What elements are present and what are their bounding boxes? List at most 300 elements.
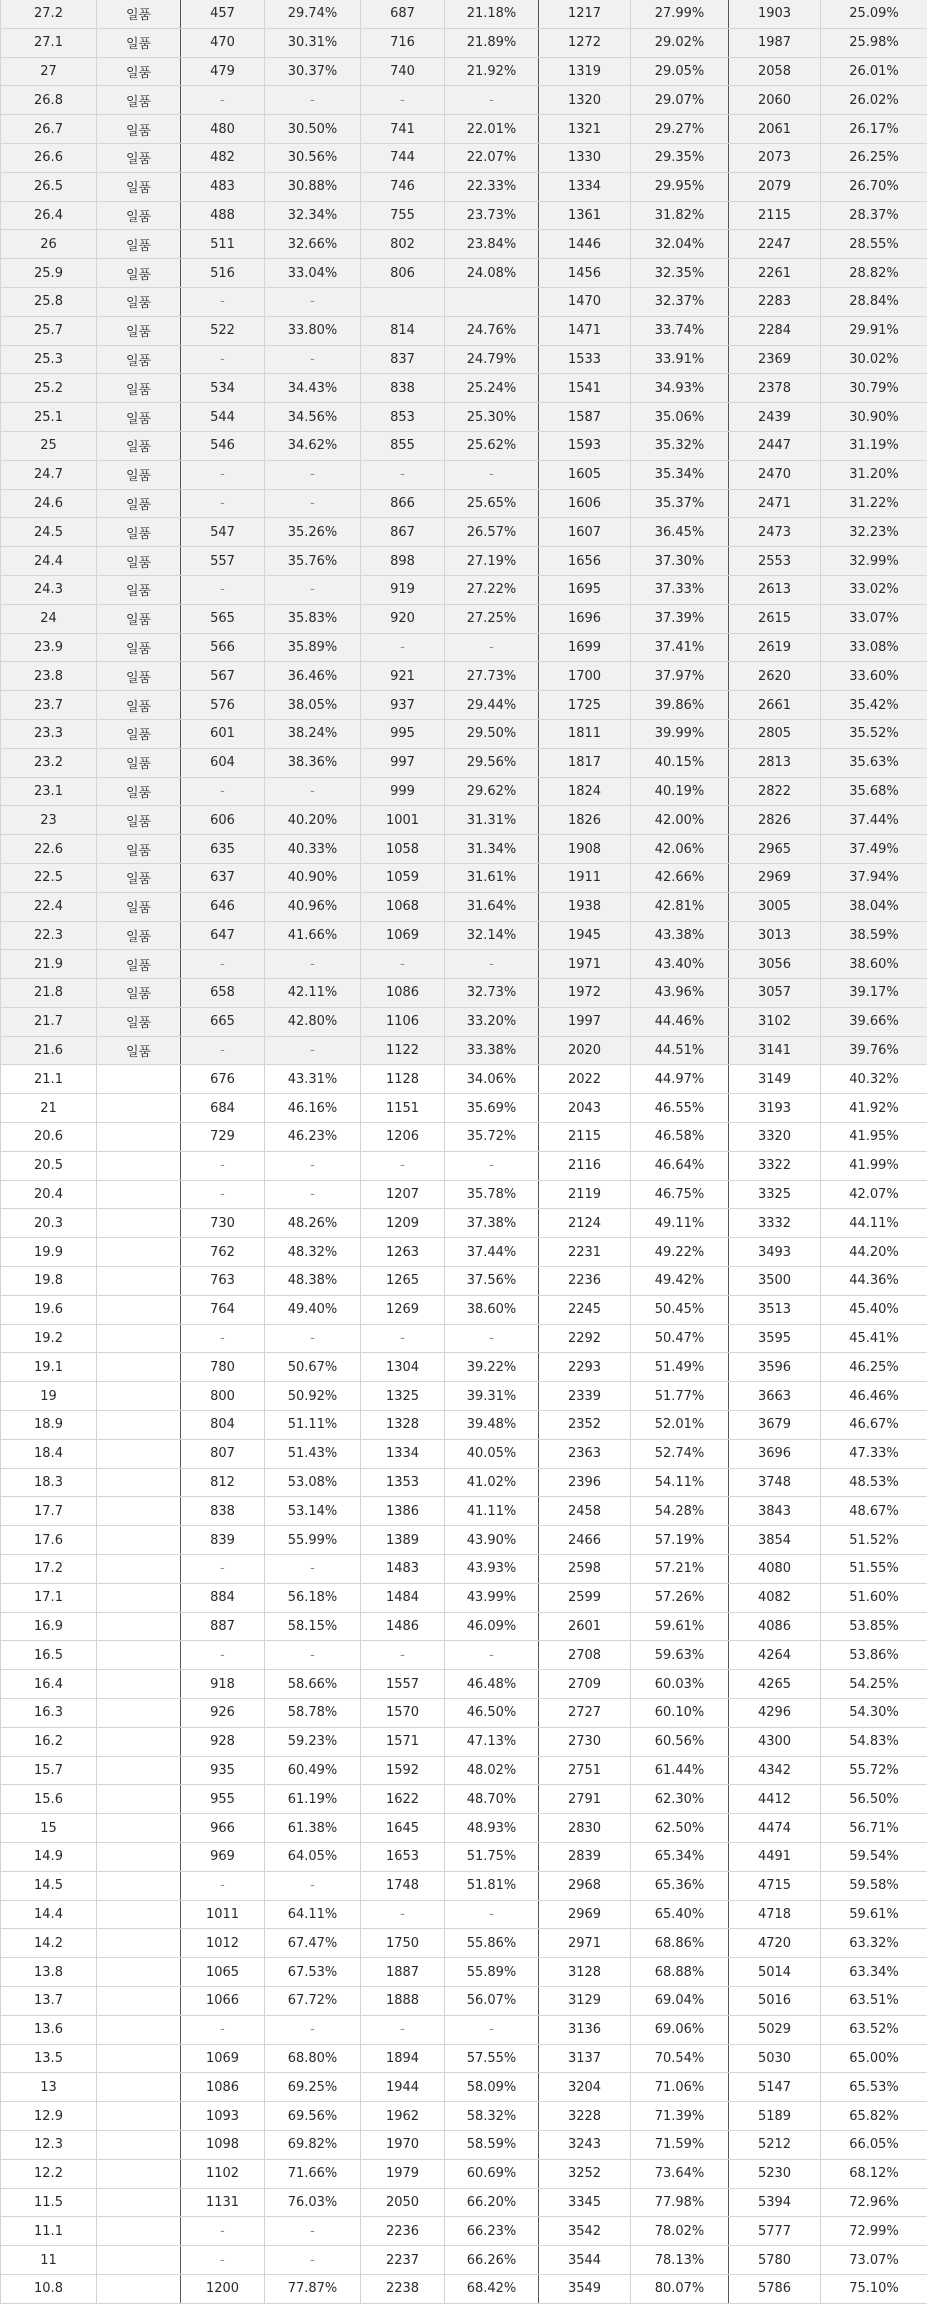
grade-cell: 일품 (97, 374, 181, 403)
count-c-cell: 2730 (539, 1727, 631, 1756)
ratio-c-cell: 71.59% (631, 2130, 729, 2159)
ratio-a-cell: - (265, 489, 361, 518)
ratio-a-cell: - (265, 2217, 361, 2246)
table-row (1, 1785, 927, 1814)
ratio-c-cell: 65.36% (631, 1871, 729, 1900)
count-c-cell: 1700 (539, 662, 631, 691)
ratio-b-cell: 39.31% (445, 1382, 539, 1411)
count-a-cell: 565 (181, 604, 265, 633)
count-c-cell: 2119 (539, 1180, 631, 1209)
count-a-cell: 511 (181, 230, 265, 259)
ratio-c-cell: 34.93% (631, 374, 729, 403)
count-a-cell: 807 (181, 1439, 265, 1468)
grade-cell: 일품 (97, 719, 181, 748)
count-c-cell: 2293 (539, 1353, 631, 1382)
table-row (1, 1871, 927, 1900)
ratio-b-cell: 33.38% (445, 1036, 539, 1065)
count-b-cell: 1894 (361, 2044, 445, 2073)
table-row (1, 489, 927, 518)
count-a-cell: - (181, 1036, 265, 1065)
ratio-a-cell: 51.43% (265, 1439, 361, 1468)
score-cell: 24.7 (1, 460, 97, 489)
table-row (1, 460, 927, 489)
ratio-b-cell: 57.55% (445, 2044, 539, 2073)
count-d-cell: 4342 (729, 1756, 821, 1785)
count-d-cell: 2615 (729, 604, 821, 633)
ratio-a-cell: 53.08% (265, 1468, 361, 1497)
count-d-cell: 4718 (729, 1900, 821, 1929)
grade-cell: 일품 (97, 575, 181, 604)
score-cell: 17.2 (1, 1555, 97, 1584)
score-cell: 15 (1, 1814, 97, 1843)
table-row (1, 604, 927, 633)
table-row (1, 1583, 927, 1612)
ratio-b-cell: 22.07% (445, 143, 539, 172)
score-cell: 12.3 (1, 2130, 97, 2159)
count-b-cell: 1389 (361, 1526, 445, 1555)
ratio-b-cell: - (445, 1900, 539, 1929)
ratio-a-cell: 40.20% (265, 806, 361, 835)
count-d-cell: 3320 (729, 1123, 821, 1152)
ratio-b-cell: 32.73% (445, 979, 539, 1008)
count-c-cell: 1605 (539, 460, 631, 489)
count-a-cell: 566 (181, 633, 265, 662)
count-b-cell: 1106 (361, 1007, 445, 1036)
grade-cell: 일품 (97, 748, 181, 777)
count-a-cell: 1102 (181, 2159, 265, 2188)
ratio-d-cell: 28.82% (821, 259, 927, 288)
table-row (1, 2159, 927, 2188)
ratio-d-cell: 65.53% (821, 2073, 927, 2102)
count-c-cell: 3345 (539, 2188, 631, 2217)
table-row (1, 1814, 927, 1843)
ratio-d-cell: 35.42% (821, 691, 927, 720)
score-cell: 21.8 (1, 979, 97, 1008)
ratio-c-cell: 59.61% (631, 1612, 729, 1641)
grade-cell (97, 1411, 181, 1440)
ratio-a-cell: 35.83% (265, 604, 361, 633)
ratio-a-cell: 30.37% (265, 57, 361, 86)
ratio-a-cell: 35.76% (265, 547, 361, 576)
count-d-cell: 3493 (729, 1238, 821, 1267)
table-row (1, 1209, 927, 1238)
table-row (1, 143, 927, 172)
count-b-cell: 1653 (361, 1843, 445, 1872)
ratio-a-cell: 35.89% (265, 633, 361, 662)
count-c-cell: 2231 (539, 1238, 631, 1267)
count-d-cell: 5147 (729, 2073, 821, 2102)
table-row (1, 1094, 927, 1123)
count-b-cell: 740 (361, 57, 445, 86)
count-a-cell: 884 (181, 1583, 265, 1612)
count-c-cell: 1319 (539, 57, 631, 86)
ratio-d-cell: 33.02% (821, 575, 927, 604)
score-cell: 22.4 (1, 892, 97, 921)
table-row (1, 57, 927, 86)
count-c-cell: 1695 (539, 575, 631, 604)
count-b-cell: 1483 (361, 1555, 445, 1584)
ratio-d-cell: 31.20% (821, 460, 927, 489)
count-d-cell: 3679 (729, 1411, 821, 1440)
table-row (1, 403, 927, 432)
count-d-cell: 2079 (729, 172, 821, 201)
ratio-c-cell: 32.35% (631, 259, 729, 288)
ratio-c-cell: 46.55% (631, 1094, 729, 1123)
ratio-a-cell: 29.74% (265, 0, 361, 28)
ratio-b-cell: 25.24% (445, 374, 539, 403)
ratio-c-cell: 32.04% (631, 230, 729, 259)
count-d-cell: 3843 (729, 1497, 821, 1526)
count-a-cell: 488 (181, 201, 265, 230)
ratio-b-cell: 37.44% (445, 1238, 539, 1267)
count-b-cell: 1888 (361, 1986, 445, 2015)
score-cell: 22.3 (1, 921, 97, 950)
table-row (1, 1756, 927, 1785)
ratio-c-cell: 33.74% (631, 316, 729, 345)
grade-cell: 일품 (97, 1036, 181, 1065)
count-c-cell: 1607 (539, 518, 631, 547)
ratio-b-cell: - (445, 1151, 539, 1180)
table-row (1, 1900, 927, 1929)
grade-cell (97, 1727, 181, 1756)
table-row (1, 835, 927, 864)
count-d-cell: 3056 (729, 950, 821, 979)
score-cell: 22.5 (1, 863, 97, 892)
ratio-d-cell: 29.91% (821, 316, 927, 345)
count-b-cell: 1128 (361, 1065, 445, 1094)
ratio-d-cell: 33.07% (821, 604, 927, 633)
score-cell: 19.8 (1, 1267, 97, 1296)
ratio-d-cell: 63.34% (821, 1958, 927, 1987)
ratio-d-cell: 44.20% (821, 1238, 927, 1267)
ratio-d-cell: 38.59% (821, 921, 927, 950)
table-row (1, 575, 927, 604)
grade-cell (97, 2274, 181, 2303)
count-a-cell: 764 (181, 1295, 265, 1324)
ratio-c-cell: 37.30% (631, 547, 729, 576)
ratio-b-cell: 29.56% (445, 748, 539, 777)
count-d-cell: 2813 (729, 748, 821, 777)
score-cell: 23.8 (1, 662, 97, 691)
ratio-b-cell: 22.01% (445, 115, 539, 144)
grade-cell: 일품 (97, 403, 181, 432)
ratio-b-cell: 48.70% (445, 1785, 539, 1814)
count-d-cell: 2969 (729, 863, 821, 892)
count-d-cell: 3748 (729, 1468, 821, 1497)
ratio-c-cell: 54.28% (631, 1497, 729, 1526)
ratio-c-cell: 71.06% (631, 2073, 729, 2102)
ratio-c-cell: 46.64% (631, 1151, 729, 1180)
score-cell: 27.1 (1, 28, 97, 57)
count-a-cell: - (181, 950, 265, 979)
count-b-cell: 866 (361, 489, 445, 518)
table-row (1, 2073, 927, 2102)
count-a-cell: 763 (181, 1267, 265, 1296)
count-c-cell: 1471 (539, 316, 631, 345)
table-row (1, 431, 927, 460)
ratio-a-cell: - (265, 1641, 361, 1670)
ratio-d-cell: 26.70% (821, 172, 927, 201)
ratio-a-cell: - (265, 777, 361, 806)
ratio-d-cell: 63.32% (821, 1929, 927, 1958)
count-d-cell: 3595 (729, 1324, 821, 1353)
grade-cell (97, 1151, 181, 1180)
grade-cell (97, 1324, 181, 1353)
count-c-cell: 2245 (539, 1295, 631, 1324)
table-row (1, 259, 927, 288)
ratio-a-cell: 69.56% (265, 2102, 361, 2131)
ratio-b-cell: 35.78% (445, 1180, 539, 1209)
count-a-cell: - (181, 1324, 265, 1353)
ratio-d-cell: 51.52% (821, 1526, 927, 1555)
count-b-cell: 867 (361, 518, 445, 547)
table-row (1, 115, 927, 144)
count-a-cell: 804 (181, 1411, 265, 1440)
count-c-cell: 3243 (539, 2130, 631, 2159)
ratio-b-cell: - (445, 1324, 539, 1353)
score-cell: 25 (1, 431, 97, 460)
ratio-a-cell: 50.67% (265, 1353, 361, 1382)
ratio-c-cell: 37.41% (631, 633, 729, 662)
count-b-cell: 1328 (361, 1411, 445, 1440)
count-d-cell: 2261 (729, 259, 821, 288)
count-b-cell: 1069 (361, 921, 445, 950)
score-cell: 26.8 (1, 86, 97, 115)
table-row (1, 950, 927, 979)
ratio-a-cell: 68.80% (265, 2044, 361, 2073)
table-row (1, 777, 927, 806)
ratio-d-cell: 32.99% (821, 547, 927, 576)
ratio-c-cell: 59.63% (631, 1641, 729, 1670)
count-a-cell: 730 (181, 1209, 265, 1238)
count-b-cell: 744 (361, 143, 445, 172)
count-d-cell: 2473 (729, 518, 821, 547)
count-a-cell: 1200 (181, 2274, 265, 2303)
count-c-cell: 1587 (539, 403, 631, 432)
count-d-cell: 3696 (729, 1439, 821, 1468)
ratio-a-cell: - (265, 575, 361, 604)
count-d-cell: 4474 (729, 1814, 821, 1843)
ratio-a-cell: 30.56% (265, 143, 361, 172)
table-row (1, 1958, 927, 1987)
table-row (1, 979, 927, 1008)
ratio-d-cell: 30.79% (821, 374, 927, 403)
count-b-cell: 1086 (361, 979, 445, 1008)
grade-cell (97, 1526, 181, 1555)
table-row (1, 1439, 927, 1468)
count-d-cell: 3513 (729, 1295, 821, 1324)
ratio-a-cell: 35.26% (265, 518, 361, 547)
ratio-d-cell: 33.08% (821, 633, 927, 662)
count-d-cell: 2115 (729, 201, 821, 230)
count-b-cell: 716 (361, 28, 445, 57)
ratio-d-cell: 38.04% (821, 892, 927, 921)
score-cell: 27.2 (1, 0, 97, 28)
ratio-a-cell: 33.04% (265, 259, 361, 288)
grade-cell: 일품 (97, 806, 181, 835)
count-a-cell: - (181, 2217, 265, 2246)
count-b-cell (361, 287, 445, 316)
count-a-cell: 576 (181, 691, 265, 720)
count-a-cell: - (181, 287, 265, 316)
table-row (1, 1641, 927, 1670)
ratio-d-cell: 31.22% (821, 489, 927, 518)
ratio-d-cell: 54.25% (821, 1670, 927, 1699)
ratio-b-cell: - (445, 1641, 539, 1670)
grade-cell: 일품 (97, 0, 181, 28)
ratio-c-cell: 35.34% (631, 460, 729, 489)
table-row (1, 1065, 927, 1094)
count-c-cell: 1824 (539, 777, 631, 806)
count-d-cell: 3322 (729, 1151, 821, 1180)
ratio-c-cell: 35.06% (631, 403, 729, 432)
grade-cell (97, 2015, 181, 2044)
table-row (1, 1151, 927, 1180)
count-d-cell: 4491 (729, 1843, 821, 1872)
grade-cell (97, 2246, 181, 2275)
ratio-b-cell: 48.93% (445, 1814, 539, 1843)
ratio-b-cell: 66.23% (445, 2217, 539, 2246)
grade-cell: 일품 (97, 1007, 181, 1036)
table-row (1, 287, 927, 316)
count-c-cell: 2598 (539, 1555, 631, 1584)
ratio-c-cell: 31.82% (631, 201, 729, 230)
ratio-d-cell: 41.95% (821, 1123, 927, 1152)
grade-cell (97, 2044, 181, 2073)
count-a-cell: 729 (181, 1123, 265, 1152)
count-c-cell: 1945 (539, 921, 631, 950)
ratio-d-cell: 46.25% (821, 1353, 927, 1382)
count-d-cell: 2553 (729, 547, 821, 576)
count-c-cell: 2022 (539, 1065, 631, 1094)
count-b-cell: 997 (361, 748, 445, 777)
count-a-cell: 482 (181, 143, 265, 172)
count-a-cell: 969 (181, 1843, 265, 1872)
grade-cell (97, 1209, 181, 1238)
score-cell: 24.3 (1, 575, 97, 604)
count-a-cell: 606 (181, 806, 265, 835)
ratio-d-cell: 28.37% (821, 201, 927, 230)
ratio-d-cell: 46.46% (821, 1382, 927, 1411)
table-row (1, 1036, 927, 1065)
ratio-c-cell: 43.96% (631, 979, 729, 1008)
score-cell: 18.4 (1, 1439, 97, 1468)
grade-cell: 일품 (97, 979, 181, 1008)
ratio-c-cell: 78.13% (631, 2246, 729, 2275)
ratio-d-cell: 25.09% (821, 0, 927, 28)
ratio-c-cell: 50.45% (631, 1295, 729, 1324)
ratio-a-cell: 48.32% (265, 1238, 361, 1267)
table-row (1, 1468, 927, 1497)
count-d-cell: 2060 (729, 86, 821, 115)
table-row (1, 1382, 927, 1411)
count-a-cell: 1069 (181, 2044, 265, 2073)
ratio-b-cell: 39.48% (445, 1411, 539, 1440)
count-b-cell: - (361, 2015, 445, 2044)
grade-cell: 일품 (97, 201, 181, 230)
grade-cell (97, 1785, 181, 1814)
table-row (1, 547, 927, 576)
ratio-b-cell: 34.06% (445, 1065, 539, 1094)
ratio-a-cell: 69.82% (265, 2130, 361, 2159)
ratio-d-cell: 48.53% (821, 1468, 927, 1497)
count-c-cell: 3542 (539, 2217, 631, 2246)
count-c-cell: 1446 (539, 230, 631, 259)
count-a-cell: 918 (181, 1670, 265, 1699)
ratio-d-cell: 44.11% (821, 1209, 927, 1238)
table-row (1, 172, 927, 201)
count-a-cell: 658 (181, 979, 265, 1008)
count-a-cell: - (181, 575, 265, 604)
count-c-cell: 2458 (539, 1497, 631, 1526)
ratio-c-cell: 68.86% (631, 1929, 729, 1958)
ratio-a-cell: 30.31% (265, 28, 361, 57)
score-cell: 17.7 (1, 1497, 97, 1526)
ratio-b-cell: 25.30% (445, 403, 539, 432)
ratio-d-cell: 55.72% (821, 1756, 927, 1785)
count-b-cell: 999 (361, 777, 445, 806)
count-c-cell: 2709 (539, 1670, 631, 1699)
score-cell: 21.6 (1, 1036, 97, 1065)
count-a-cell: - (181, 1555, 265, 1584)
count-b-cell: - (361, 633, 445, 662)
count-a-cell: - (181, 1151, 265, 1180)
ratio-c-cell: 57.19% (631, 1526, 729, 1555)
count-d-cell: 3500 (729, 1267, 821, 1296)
ratio-a-cell: 51.11% (265, 1411, 361, 1440)
count-b-cell: - (361, 1151, 445, 1180)
score-cell: 14.5 (1, 1871, 97, 1900)
ratio-b-cell: 27.25% (445, 604, 539, 633)
ratio-d-cell: 38.60% (821, 950, 927, 979)
score-cell: 19.1 (1, 1353, 97, 1382)
count-c-cell: 3549 (539, 2274, 631, 2303)
score-cell: 11.5 (1, 2188, 97, 2217)
count-d-cell: 4086 (729, 1612, 821, 1641)
ratio-c-cell: 29.35% (631, 143, 729, 172)
table-row (1, 921, 927, 950)
count-a-cell: 1065 (181, 1958, 265, 1987)
ratio-d-cell: 30.02% (821, 345, 927, 374)
ratio-c-cell: 42.66% (631, 863, 729, 892)
score-cell: 24.5 (1, 518, 97, 547)
count-c-cell: 1997 (539, 1007, 631, 1036)
ratio-d-cell: 25.98% (821, 28, 927, 57)
ratio-b-cell: 31.61% (445, 863, 539, 892)
table-row (1, 633, 927, 662)
grade-cell (97, 1929, 181, 1958)
count-c-cell: 2751 (539, 1756, 631, 1785)
count-a-cell: - (181, 86, 265, 115)
count-c-cell: 1533 (539, 345, 631, 374)
ratio-c-cell: 33.91% (631, 345, 729, 374)
count-c-cell: 2971 (539, 1929, 631, 1958)
ratio-c-cell: 65.34% (631, 1843, 729, 1872)
ratio-c-cell: 39.99% (631, 719, 729, 748)
grade-cell: 일품 (97, 460, 181, 489)
count-b-cell: - (361, 1900, 445, 1929)
count-a-cell: 1131 (181, 2188, 265, 2217)
count-c-cell: 1971 (539, 950, 631, 979)
grade-cell (97, 1986, 181, 2015)
count-a-cell: 839 (181, 1526, 265, 1555)
count-b-cell: 1001 (361, 806, 445, 835)
ratio-d-cell: 46.67% (821, 1411, 927, 1440)
ratio-c-cell: 52.74% (631, 1439, 729, 1468)
grade-cell (97, 1958, 181, 1987)
count-d-cell: 4080 (729, 1555, 821, 1584)
count-c-cell: 2115 (539, 1123, 631, 1152)
